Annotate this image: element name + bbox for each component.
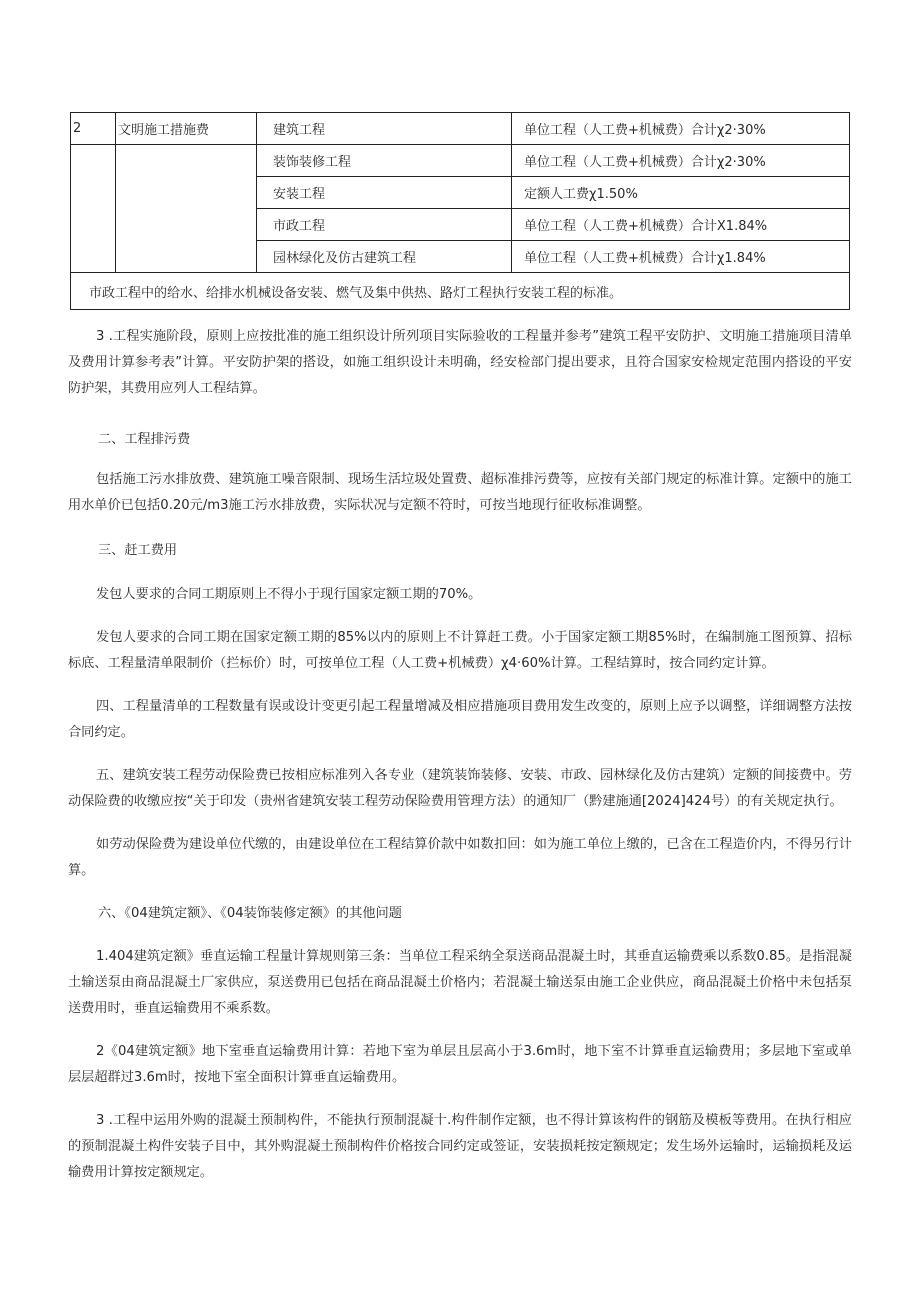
table-cell-name: 文明施工措施费 [116,113,257,145]
paragraph-pollution: 包括施工污水排放费、建筑施工噪音限制、现场生活垃圾处置费、超标准排污费等，应按有关部门规定的标准计算。定额中的施工用水单价已包括0.20元/m3施工污水排放费，实际状况与定额不符时，可按当地现行征收标准调整。 [68,472,852,513]
table-cell-project: 市政工程 [257,209,512,241]
table-row [71,145,850,177]
table-cell-project: 建筑工程 [257,113,512,145]
section-heading-6: 六、《04建筑定额》、《04装饰装修定额》的其他问题 [98,906,402,921]
table-cell-no: 2 [71,113,116,145]
paragraph-rush-1: 发包人要求的合同工期原则上不得小于现行国家定额工期的70%。 [96,587,482,602]
paragraph-rush-2: 发包人要求的合同工期在国家定额工期的85%以内的原则上不计算赶工费。小于国家定额工期85%时，在编制施工图预算、招标标底、工程量清单限制价（拦标价）时，可按单位工程（人工费+机械费）χ4·60%计算。工程结算时，按合同约定计算。 [68,630,852,671]
table-cell-rate: 单位工程（人工费+机械费）合计χ2·30% [512,113,850,145]
table-cell-rate: 单位工程（人工费+机械费）合计X1.84% [512,209,850,241]
section-heading-3: 三、赶工费用 [98,543,178,558]
section-heading-2: 二、工程排污费 [98,432,191,447]
table-row [71,113,850,145]
table-cell-project: 园林绿化及仿古建筑工程 [257,241,512,273]
paragraph-6-1: 1.404建筑定额》垂直运输工程量计算规则第三条：当单位工程采纳全泵送商品混凝土时，其垂直运输费乘以系数0.85。是指混凝土输送泵由商品混凝土厂家供应，泵送费用已包括在商品混凝土价格内；若混凝土输送泵由施工企业供应，商品混凝土价格中未包括泵送费用时，垂直运输费用不乘系数。 [68,949,852,1016]
table-cell-no [71,145,116,273]
paragraph-4: 四、工程量清单的工程数量有误或设计变更引起工程量增减及相应措施项目费用发生改变的，原则上应予以调整，详细调整方法按合同约定。 [68,699,852,740]
fee-table [70,112,850,310]
table-note-row [71,273,850,310]
table-cell-name [116,145,257,273]
table-cell-rate: 单位工程（人工费+机械费）合计χ2·30% [512,145,850,177]
paragraph-3: 3 .工程实施阶段，原则上应按批准的施工组织设计所列项目实际验收的工程量并参考”建筑工程平安防护、文明施工措施项目清单及费用计算参考表”计算。平安防护架的搭设，如施工组织设计未明确，经安检部门提出要求，且符合国家安检规定范围内搭设的平安防护架，其费用应列人工程结算。 [68,329,852,396]
paragraph-5: 五、建筑安装工程劳动保险费已按相应标准列入各专业（建筑装饰装修、安装、市政、园林绿化及仿古建筑）定额的间接费中。劳动保险费的收缴应按“关于印发（贵州省建筑安装工程劳动保险费用管理方法）的通知厂（黔建施通[2024]424号）的有关规定执行。 [68,768,852,809]
table-cell-rate: 定额人工费χ1.50% [512,177,850,209]
table-cell-project: 安装工程 [257,177,512,209]
paragraph-6-2: 2《04建筑定额》地下室垂直运输费用计算：若地下室为单层且层高小于3.6m时，地下室不计算垂直运输费用；多层地下室或单层层超群过3.6m时，按地下室全面积计算垂直运输费用。 [68,1044,852,1085]
table-cell-project: 装饰装修工程 [257,145,512,177]
table-cell-rate: 单位工程（人工费+机械费）合计χ1.84% [512,241,850,273]
table-note: 市政工程中的给水、给排水机械设备安装、燃气及集中供热、路灯工程执行安装工程的标准。 [71,273,850,310]
paragraph-6-3: 3 .工程中运用外购的混凝土预制构件，不能执行预制混凝十.构件制作定额，也不得计算该构件的钢筋及模板等费用。在执行相应的预制混凝土构件安装子目中，其外购混凝土预制构件价格按合同约定或签证，安装损耗按定额规定；发生场外运输时，运输损耗及运输费用计算按定额规定。 [68,1113,852,1180]
paragraph-5b: 如劳动保险费为建设单位代缴的，由建设单位在工程结算价款中如数扣回：如为施工单位上缴的，已含在工程造价内，不得另行计算。 [68,837,852,878]
